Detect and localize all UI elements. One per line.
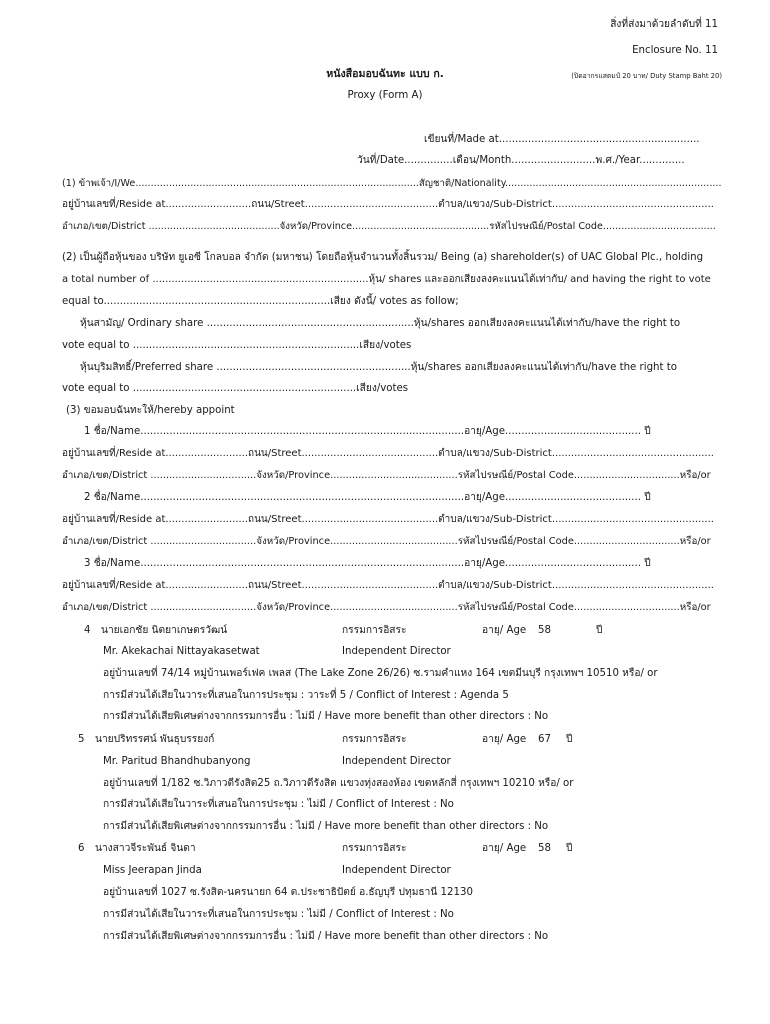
director-6-benefit: การมีส่วนได้เสียพิเศษต่างจากกรรมการอื่น : ไม่มี / Have more benefit than other directors : No [103, 931, 549, 942]
director-5-number: 5 [78, 734, 85, 745]
shareholder-district-line: อำเภอ/เขต/District ...........................................จังหวัด/Province.............................................รหัสไปรษณีย์/Postal Code..................................... [62, 221, 716, 232]
director-5-age: 67 [538, 734, 551, 745]
director-4-age: 58 [538, 625, 551, 636]
proxy-1-reside-line: อยู่บ้านเลขที่/Reside at..........................ถนน/Street...........................................ตำบล/แขวง/Sub-District................................................... [62, 448, 714, 459]
preferred-share-line: หุ้นบุริมสิทธิ์/Preferred share ............................................................หุ้น/shares ออกเสียงลงคะแนนได้เท่ากับ/have the right to [80, 362, 677, 373]
director-4-year-unit: ปี [596, 625, 603, 636]
proxy-3-name-line: 3 ชื่อ/Name....................................................................................................อายุ/Age.......................................... ปี [84, 558, 651, 569]
proxy-2-district-line: อำเภอ/เขต/District ..................................จังหวัด/Province.........................................รหัสไปรษณีย์/Postal Code..................................หรือ/or [62, 536, 711, 547]
ordinary-share-line: หุ้นสามัญ/ Ordinary share ................................................................หุ้น/shares ออกเสียงลงคะแนนได้เท่ากับ/have the right to [80, 318, 681, 329]
director-6-age: 58 [538, 843, 551, 854]
stamp-note: (ปิดอากรแสตมป์ 20 บาท/ Duty Stamp Baht 20) [571, 72, 722, 80]
shareholder-reside-line: อยู่บ้านเลขที่/Reside at...........................ถนน/Street..........................................ตำบล/แขวง/Sub-District................................................... [62, 199, 714, 210]
proxy-2-name-line: 2 ชื่อ/Name....................................................................................................อายุ/Age.......................................... ปี [84, 492, 651, 503]
form-title-en: Proxy (Form A) [347, 90, 423, 101]
director-6-number: 6 [78, 843, 85, 854]
shareholder-name-line: (1) ข้าพเจ้า/I/We.............................................................................................สัญชาติ/Nationality....................................................................... [62, 178, 722, 189]
director-6-role-th: กรรมการอิสระ [342, 843, 407, 854]
form-title-th: หนังสือมอบฉันทะ แบบ ก. [326, 68, 444, 80]
director-6-name-th: นางสาวจีระพันธ์ จินดา [95, 843, 196, 854]
proxy-1-name-line: 1 ชื่อ/Name....................................................................................................อายุ/Age.......................................... ปี [84, 426, 651, 437]
proxy-3-reside-line: อยู่บ้านเลขที่/Reside at..........................ถนน/Street...........................................ตำบล/แขวง/Sub-District................................................... [62, 580, 714, 591]
shares-para-3: equal to......................................................................เสียง ดังนี้/ votes as follow; [62, 296, 459, 307]
director-6-conflict: การมีส่วนได้เสียในวาระที่เสนอในการประชุม : ไม่มี / Conflict of Interest : No [103, 909, 454, 920]
director-4-conflict: การมีส่วนได้เสียในวาระที่เสนอในการประชุม : วาระที่ 5 / Conflict of Interest : Agenda 5 [103, 690, 509, 701]
proxy-2-reside-line: อยู่บ้านเลขที่/Reside at..........................ถนน/Street...........................................ตำบล/แขวง/Sub-District................................................... [62, 514, 714, 525]
director-6-role-en: Independent Director [342, 865, 451, 876]
director-4-age-label: อายุ/ Age [482, 625, 527, 636]
preferred-vote-line: vote equal to .....................................................................เสียง/votes [62, 383, 409, 394]
director-4-role-th: กรรมการอิสระ [342, 625, 407, 636]
director-5-role-en: Independent Director [342, 756, 451, 767]
ordinary-vote-line: vote equal to ......................................................................เสียง/votes [62, 340, 412, 351]
director-4-address: อยู่บ้านเลขที่ 74/14 หมู่บ้านเพอร์เฟค เพลส (The Lake Zone 26/26) ซ.รามคำแหง 164 เขตมีนบุรี กรุงเทพฯ 10510 หรือ/ or [103, 668, 658, 679]
director-4-number: 4 [84, 625, 91, 636]
shares-para-2: a total number of ....................................................................หุ้น/ shares และออกเสียงลงคะแนนได้เท่ากับ/ and having the right to vote [62, 274, 711, 285]
director-6-address: อยู่บ้านเลขที่ 1027 ซ.รังสิต-นครนายก 64 ต.ประชาธิปัตย์ อ.ธัญบุรี ปทุมธานี 12130 [103, 887, 473, 898]
director-5-role-th: กรรมการอิสระ [342, 734, 407, 745]
director-5-age-label: อายุ/ Age [482, 734, 527, 745]
director-6-name-en: Miss Jeerapan Jinda [103, 865, 202, 876]
shares-para-1: (2) เป็นผู้ถือหุ้นของ บริษัท ยูเอซี โกลบอล จำกัด (มหาชน) โดยถือหุ้นจำนวนทั้งสิ้นรวม/ Being (a) shareholder(s) of UAC Global Plc., holding [62, 252, 704, 263]
director-5-year-unit: ปี [566, 734, 573, 745]
enclosure-th: สิ่งที่ส่งมาด้วยลำดับที่ 11 [610, 19, 718, 30]
proxy-3-district-line: อำเภอ/เขต/District ..................................จังหวัด/Province.........................................รหัสไปรษณีย์/Postal Code..................................หรือ/or [62, 602, 711, 613]
director-5-benefit: การมีส่วนได้เสียพิเศษต่างจากกรรมการอื่น : ไม่มี / Have more benefit than other directors : No [103, 821, 549, 832]
director-6-age-label: อายุ/ Age [482, 843, 527, 854]
proxy-1-district-line: อำเภอ/เขต/District ..................................จังหวัด/Province.........................................รหัสไปรษณีย์/Postal Code..................................หรือ/or [62, 470, 711, 481]
director-5-address: อยู่บ้านเลขที่ 1/182 ซ.วิภาวดีรังสิต25 ถ.วิภาวดีรังสิต แขวงทุ่งสองห้อง เขตหลักสี่ กรุงเทพฯ 10210 หรือ/ or [103, 778, 574, 789]
director-5-name-en: Mr. Paritud Bhandhubanyong [103, 756, 251, 767]
appoint-heading: (3) ขอมอบฉันทะให้/hereby appoint [66, 405, 235, 416]
director-5-name-th: นายปริทรรศน์ พันธุบรรยงก์ [95, 734, 215, 745]
date-line: วันที่/Date...............เดือน/Month..........................พ.ศ./Year.............. [357, 155, 685, 166]
director-4-role-en: Independent Director [342, 646, 451, 657]
enclosure-en: Enclosure No. 11 [632, 45, 718, 56]
director-4-name-en: Mr. Akekachai Nittayakasetwat [103, 646, 260, 657]
director-4-benefit: การมีส่วนได้เสียพิเศษต่างจากกรรมการอื่น : ไม่มี / Have more benefit than other directors : No [103, 711, 549, 722]
director-6-year-unit: ปี [566, 843, 573, 854]
director-5-conflict: การมีส่วนได้เสียในวาระที่เสนอในการประชุม : ไม่มี / Conflict of Interest : No [103, 799, 454, 810]
director-4-name-th: นายเอกชัย นิตยาเกษตรวัฒน์ [101, 625, 228, 636]
made-at-line: เขียนที่/Made at.............................................................. [424, 134, 700, 145]
